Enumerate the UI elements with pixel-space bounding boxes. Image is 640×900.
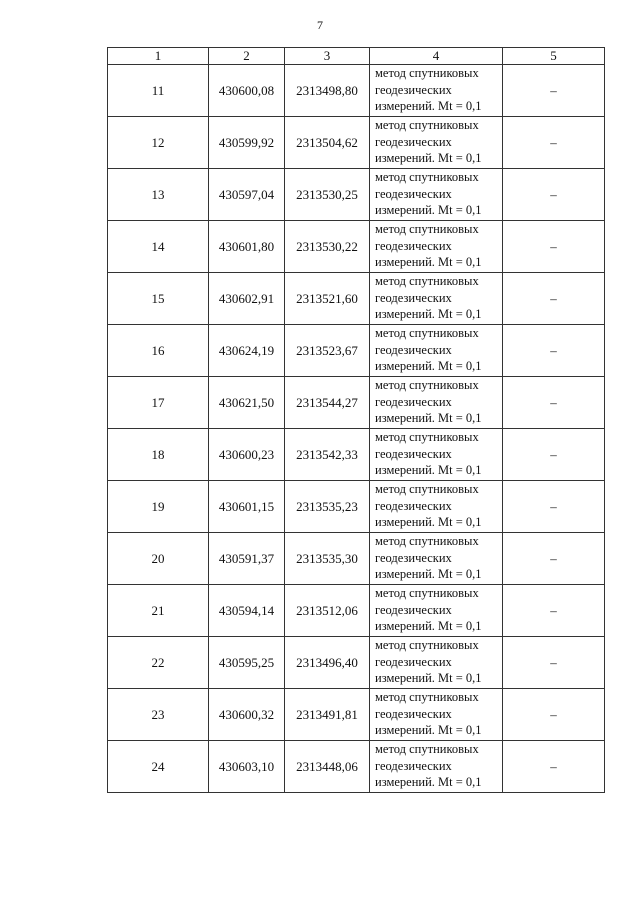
note-cell: – [503,169,605,221]
method-cell [370,169,503,221]
method-line: метод спутниковых [375,274,479,288]
method-cell [370,637,503,689]
y-coordinate-cell: 2313496,40 [285,637,370,689]
y-coordinate-cell: 2313448,06 [285,741,370,793]
page-number: 7 [317,18,323,32]
method-line: метод спутниковых [375,326,479,340]
method-cell [370,429,503,481]
note-cell: – [503,689,605,741]
method-line: измерений. Mt = 0,1 [375,203,482,217]
table-row [108,637,605,689]
point-number-cell: 17 [108,377,209,429]
note-cell: – [503,117,605,169]
method-line: измерений. Mt = 0,1 [375,151,482,165]
table-row [108,429,605,481]
method-line: метод спутниковых [375,586,479,600]
method-cell [370,481,503,533]
table-row [108,377,605,429]
table-row [108,585,605,637]
method-line: метод спутниковых [375,222,479,236]
method-line: геодезических [375,602,452,617]
x-coordinate-cell: 430603,10 [209,741,285,793]
method-line: геодезических [375,394,452,409]
method-line: геодезических [375,758,452,773]
point-number-cell: 19 [108,481,209,533]
method-line: метод спутниковых [375,482,479,496]
x-coordinate-cell: 430597,04 [209,169,285,221]
table-row [108,689,605,741]
point-number-cell: 15 [108,273,209,325]
note-cell: – [503,533,605,585]
table-row [108,65,605,117]
method-line: метод спутниковых [375,378,479,392]
table-row [108,481,605,533]
method-line: геодезических [375,550,452,565]
x-coordinate-cell: 430594,14 [209,585,285,637]
x-coordinate-cell: 430621,50 [209,377,285,429]
point-number-cell: 12 [108,117,209,169]
point-number-cell: 11 [108,65,209,117]
method-cell [370,689,503,741]
method-cell [370,117,503,169]
note-cell: – [503,273,605,325]
method-line: метод спутниковых [375,690,479,704]
x-coordinate-cell: 430602,91 [209,273,285,325]
x-coordinate-cell: 430595,25 [209,637,285,689]
point-number-cell: 18 [108,429,209,481]
method-line: геодезических [375,654,452,669]
method-cell [370,273,503,325]
table-body [108,65,605,793]
method-line: измерений. Mt = 0,1 [375,515,482,529]
method-line: измерений. Mt = 0,1 [375,723,482,737]
method-line: измерений. Mt = 0,1 [375,359,482,373]
method-line: измерений. Mt = 0,1 [375,99,482,113]
table-row [108,741,605,793]
note-cell: – [503,221,605,273]
column-header: 1 [108,48,209,65]
table-row [108,533,605,585]
method-line: геодезических [375,706,452,721]
y-coordinate-cell: 2313544,27 [285,377,370,429]
y-coordinate-cell: 2313512,06 [285,585,370,637]
point-number-cell: 16 [108,325,209,377]
table-row [108,325,605,377]
method-line: метод спутниковых [375,638,479,652]
method-line: измерений. Mt = 0,1 [375,463,482,477]
x-coordinate-cell: 430600,08 [209,65,285,117]
table-row [108,169,605,221]
x-coordinate-cell: 430599,92 [209,117,285,169]
method-cell [370,377,503,429]
x-coordinate-cell: 430591,37 [209,533,285,585]
point-number-cell: 22 [108,637,209,689]
method-cell [370,533,503,585]
x-coordinate-cell: 430600,32 [209,689,285,741]
column-header: 3 [285,48,370,65]
column-header: 4 [370,48,503,65]
note-cell: – [503,585,605,637]
y-coordinate-cell: 2313542,33 [285,429,370,481]
method-line: метод спутниковых [375,742,479,756]
method-line: геодезических [375,290,452,305]
y-coordinate-cell: 2313535,23 [285,481,370,533]
method-line: измерений. Mt = 0,1 [375,567,482,581]
table-header-row [108,48,605,65]
table-row [108,117,605,169]
note-cell: – [503,65,605,117]
point-number-cell: 20 [108,533,209,585]
y-coordinate-cell: 2313491,81 [285,689,370,741]
method-line: геодезических [375,498,452,513]
note-cell: – [503,377,605,429]
column-header: 5 [503,48,605,65]
method-line: геодезических [375,186,452,201]
note-cell: – [503,481,605,533]
method-line: измерений. Mt = 0,1 [375,775,482,789]
method-cell [370,65,503,117]
x-coordinate-cell: 430624,19 [209,325,285,377]
point-number-cell: 23 [108,689,209,741]
column-header: 2 [209,48,285,65]
x-coordinate-cell: 430601,80 [209,221,285,273]
point-number-cell: 21 [108,585,209,637]
note-cell: – [503,429,605,481]
x-coordinate-cell: 430601,15 [209,481,285,533]
method-cell [370,325,503,377]
method-line: измерений. Mt = 0,1 [375,411,482,425]
method-line: метод спутниковых [375,118,479,132]
y-coordinate-cell: 2313530,25 [285,169,370,221]
y-coordinate-cell: 2313523,67 [285,325,370,377]
y-coordinate-cell: 2313530,22 [285,221,370,273]
note-cell: – [503,325,605,377]
method-line: геодезических [375,134,452,149]
method-line: измерений. Mt = 0,1 [375,671,482,685]
y-coordinate-cell: 2313504,62 [285,117,370,169]
table-row [108,273,605,325]
method-line: геодезических [375,342,452,357]
point-number-cell: 14 [108,221,209,273]
y-coordinate-cell: 2313498,80 [285,65,370,117]
y-coordinate-cell: 2313521,60 [285,273,370,325]
method-line: геодезических [375,238,452,253]
method-cell [370,585,503,637]
table-row [108,221,605,273]
method-line: измерений. Mt = 0,1 [375,255,482,269]
method-line: измерений. Mt = 0,1 [375,619,482,633]
y-coordinate-cell: 2313535,30 [285,533,370,585]
method-line: геодезических [375,446,452,461]
method-cell [370,741,503,793]
method-line: метод спутниковых [375,534,479,548]
point-number-cell: 13 [108,169,209,221]
method-line: геодезических [375,82,452,97]
method-cell [370,221,503,273]
coordinates-table [107,47,605,793]
note-cell: – [503,741,605,793]
method-line: метод спутниковых [375,66,479,80]
method-line: метод спутниковых [375,170,479,184]
method-line: измерений. Mt = 0,1 [375,307,482,321]
point-number-cell: 24 [108,741,209,793]
note-cell: – [503,637,605,689]
x-coordinate-cell: 430600,23 [209,429,285,481]
method-line: метод спутниковых [375,430,479,444]
